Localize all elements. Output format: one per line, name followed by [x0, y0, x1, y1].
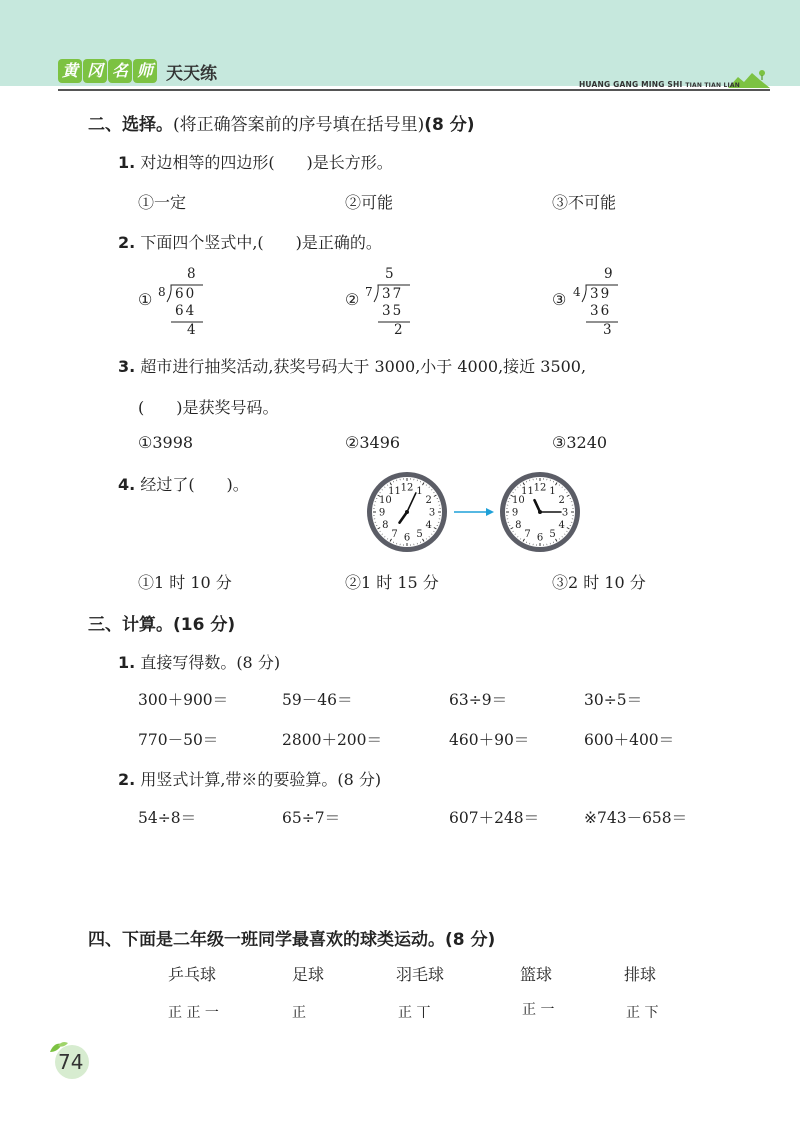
section3-score: (16 分)	[173, 615, 236, 635]
q2-option-2-marker: ②	[345, 290, 360, 309]
q1-text: 对边相等的四边形( )是长方形。	[140, 153, 393, 172]
clock-center	[538, 510, 542, 514]
clock-end	[498, 470, 582, 554]
sport-label: 篮球	[520, 965, 553, 984]
q2-option-3-marker: ③	[552, 290, 567, 309]
q3-number: 3.	[118, 357, 136, 376]
q4-option-3: ③2 时 10 分	[552, 573, 646, 592]
q1-option-3: ③不可能	[552, 193, 617, 212]
ld1-remainder: 4	[187, 322, 198, 338]
p1-number: 1.	[118, 653, 136, 672]
q3-text: 超市进行抽奖活动,获奖号码大于 3000,小于 4000,接近 3500,	[140, 357, 587, 376]
clock-number: 12	[400, 482, 414, 494]
section3-title: 三、计算。	[88, 615, 173, 635]
section4-score: (8 分)	[445, 930, 496, 950]
ld3-quotient: 9	[604, 266, 615, 282]
pinyin-small: TIAN TIAN LIAN	[685, 82, 740, 89]
sport-label: 羽毛球	[396, 965, 445, 984]
ld3-dividend: 39	[590, 286, 612, 302]
header-brand	[58, 58, 217, 84]
clock-number: 4	[425, 520, 432, 531]
clock-number: 10	[511, 495, 525, 506]
ld1-dividend: 60	[175, 286, 197, 302]
brand-char: 冈	[83, 59, 107, 83]
clock-center	[405, 510, 409, 514]
page-number: 74	[58, 1050, 84, 1074]
ld2-product: 35	[382, 303, 404, 319]
long-division-2	[364, 266, 424, 346]
clock-number: 5	[416, 529, 423, 541]
clock-number: 9	[511, 507, 519, 519]
clock-number: 3	[428, 507, 436, 519]
section2-heading	[88, 110, 475, 135]
clock-number: 3	[561, 507, 569, 519]
clock-number: 9	[378, 507, 386, 519]
pinyin-main: HUANG GANG MING SHI	[578, 80, 683, 89]
ld2-bracket	[364, 266, 424, 346]
part-1	[118, 650, 280, 673]
calc-item: 300＋900＝	[138, 691, 229, 709]
ld3-product: 36	[590, 303, 612, 319]
calc-item: 770－50＝	[138, 731, 219, 749]
q4-text: 经过了( )。	[140, 475, 249, 494]
calc-item: 2800＋200＝	[282, 731, 383, 749]
clock-number: 10	[378, 495, 392, 506]
q1-option-1: ①一定	[138, 193, 187, 212]
long-division-3	[572, 266, 632, 346]
section4-title: 四、下面是二年级一班同学最喜欢的球类运动。	[88, 930, 445, 950]
clock-number: 11	[521, 485, 534, 497]
calc-item: 63÷9＝	[449, 691, 508, 709]
section4-heading	[88, 925, 495, 950]
clock-number: 7	[391, 529, 398, 541]
q3-text-line2: ( )是获奖号码。	[138, 398, 279, 417]
sport-label: 排球	[624, 965, 657, 984]
clock-number: 4	[558, 520, 565, 531]
clock-number: 8	[515, 520, 522, 531]
question-4	[118, 472, 249, 495]
ld1-product: 64	[175, 303, 197, 319]
vertical-calc-item: 54÷8＝	[138, 809, 197, 827]
calc-item: 600＋400＝	[584, 731, 675, 749]
clock-number: 12	[533, 482, 547, 494]
ld3-bracket	[572, 266, 632, 346]
page-number-badge	[46, 1040, 94, 1080]
ld3-divisor: 4	[573, 285, 583, 299]
tally-mark: 正	[292, 1005, 306, 1021]
q4-option-1: ①1 时 10 分	[138, 573, 232, 592]
header-divider	[58, 89, 770, 91]
tally-mark: 正 丅	[398, 1005, 431, 1021]
clock-number: 5	[549, 529, 556, 541]
question-1	[118, 150, 393, 173]
clock-number: 1	[416, 485, 423, 497]
ld1-bracket	[157, 266, 217, 346]
q1-number: 1.	[118, 153, 136, 172]
q3-option-1: ①3998	[138, 433, 194, 452]
brand-char: 名	[108, 59, 132, 83]
q1-option-2: ②可能	[345, 193, 394, 212]
clock-number: 2	[558, 495, 565, 506]
question-2	[118, 230, 382, 253]
clock-number: 8	[382, 520, 389, 531]
brand-char: 师	[133, 59, 157, 83]
ld1-divisor: 8	[158, 285, 168, 299]
ld2-remainder: 2	[394, 322, 405, 338]
clock-number: 2	[425, 495, 432, 506]
section2-note: (将正确答案前的序号填在括号里)	[173, 115, 425, 135]
question-3	[118, 354, 586, 377]
section2-score: (8 分)	[424, 115, 475, 135]
clock-number: 6	[536, 532, 544, 544]
brand-logo	[58, 59, 158, 83]
q2-number: 2.	[118, 233, 136, 252]
ld2-divisor: 7	[365, 285, 375, 299]
clock-number: 11	[388, 485, 401, 497]
clock-number: 6	[403, 532, 411, 544]
arrow-icon	[452, 504, 496, 520]
calc-item: 30÷5＝	[584, 691, 643, 709]
q3-option-2: ②3496	[345, 433, 401, 452]
long-division-1	[157, 266, 217, 346]
q3-option-3: ③3240	[552, 433, 608, 452]
tally-mark: 正 一	[522, 1002, 555, 1018]
sport-label: 乒乓球	[168, 965, 217, 984]
clock-number: 1	[549, 485, 556, 497]
clock-start	[365, 470, 449, 554]
ld2-dividend: 37	[382, 286, 404, 302]
section2-title: 二、选择。	[88, 115, 173, 135]
q4-option-2: ②1 时 15 分	[345, 573, 439, 592]
clock-number: 7	[524, 529, 531, 541]
tally-mark: 正 下	[626, 1005, 659, 1021]
ld3-remainder: 3	[603, 322, 614, 338]
q4-number: 4.	[118, 475, 136, 494]
ld1-quotient: 8	[187, 266, 198, 282]
calc-item: 59－46＝	[282, 691, 353, 709]
series-title: 天天练	[166, 63, 217, 84]
p2-text: 用竖式计算,带※的要验算。(8 分)	[140, 770, 382, 789]
vertical-calc-item: 607＋248＝	[449, 809, 540, 827]
vertical-calc-item: 65÷7＝	[282, 809, 341, 827]
ld2-quotient: 5	[385, 266, 396, 282]
q2-text: 下面四个竖式中,( )是正确的。	[140, 233, 382, 252]
header-pinyin	[579, 80, 740, 89]
sport-label: 足球	[292, 965, 325, 984]
section3-heading	[88, 610, 235, 635]
tally-mark: 正 正 一	[168, 1005, 219, 1021]
calc-item: 460＋90＝	[449, 731, 530, 749]
q2-option-1-marker: ①	[138, 290, 153, 309]
p1-text: 直接写得数。(8 分)	[140, 653, 281, 672]
part-2	[118, 767, 381, 790]
vertical-calc-item: ※743－658＝	[584, 809, 688, 827]
p2-number: 2.	[118, 770, 136, 789]
brand-char: 黄	[58, 59, 82, 83]
